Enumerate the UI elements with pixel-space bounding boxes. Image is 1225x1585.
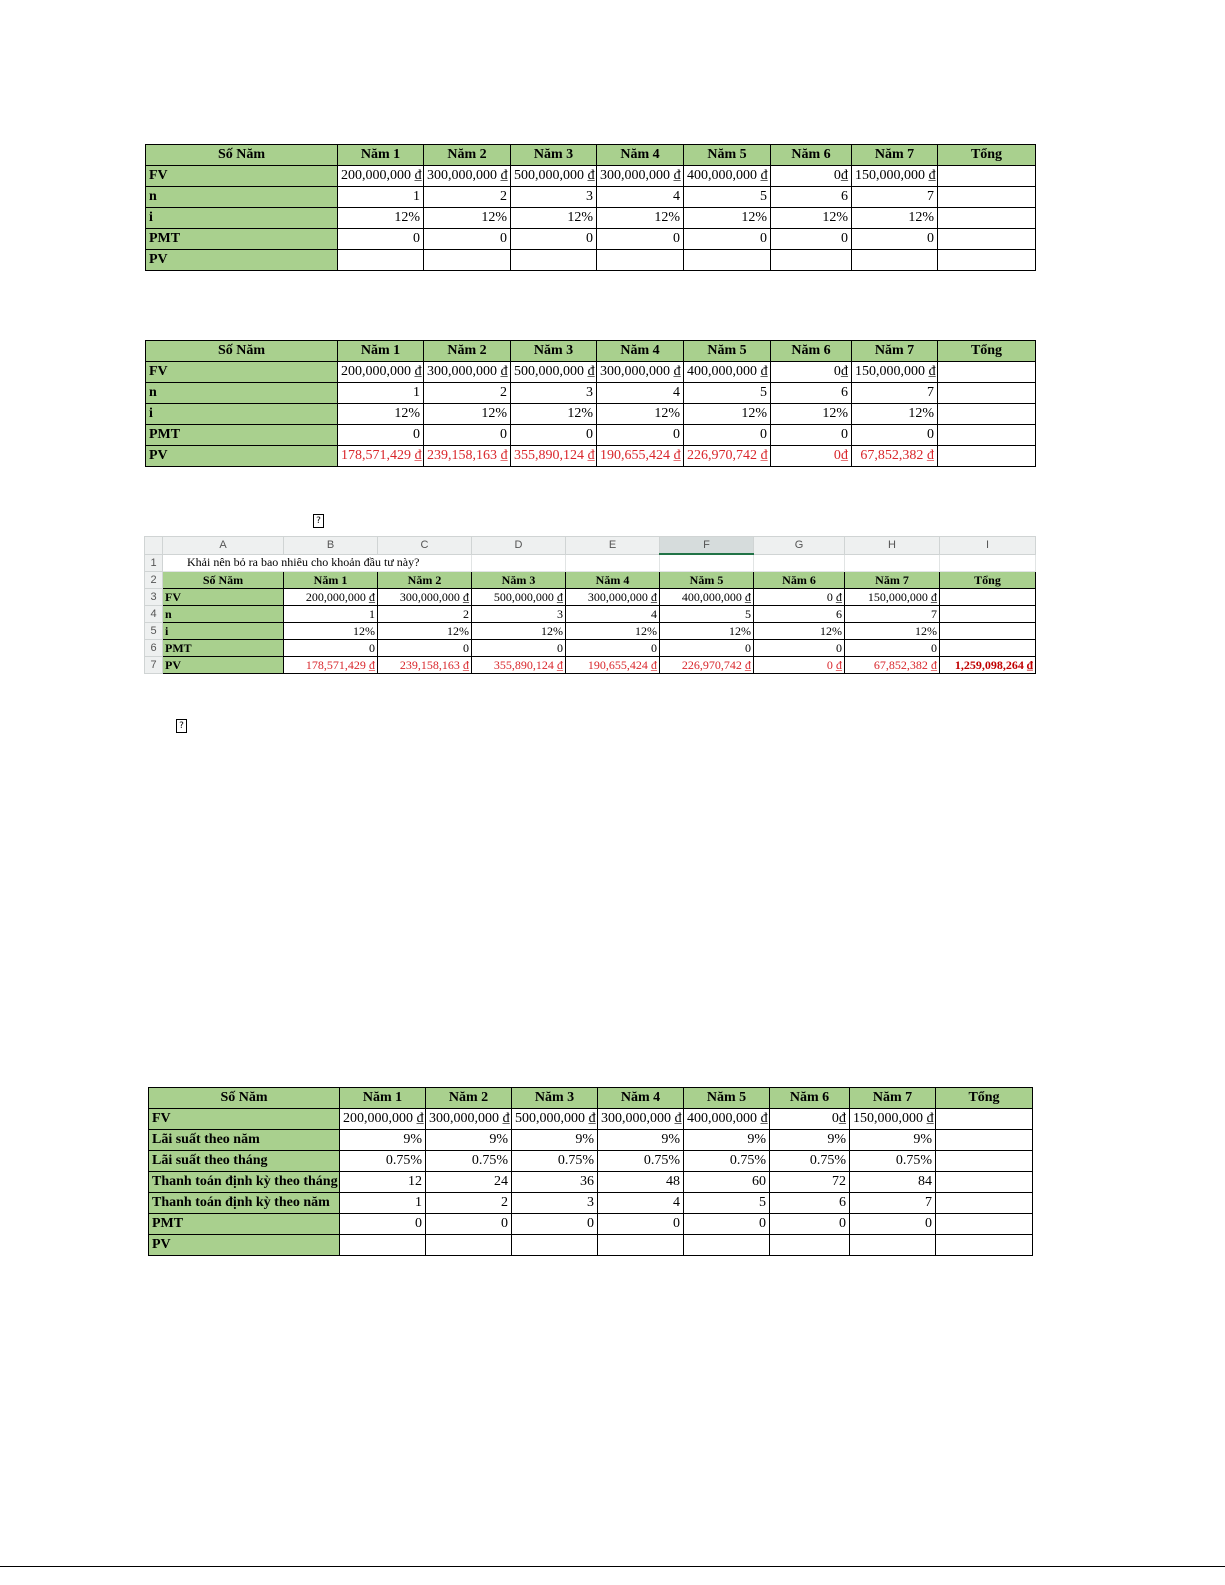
value-cell: 0 ₫	[754, 589, 845, 606]
value-cell: 200,000,000 ₫	[338, 166, 424, 187]
value-cell: 150,000,000 ₫	[852, 166, 938, 187]
monthly-rate-table	[148, 1087, 1033, 1256]
value-cell: 12%	[852, 404, 938, 425]
column-header-h[interactable]: H	[845, 537, 940, 555]
value-cell: 2	[378, 606, 472, 623]
value-cell: 0	[754, 640, 845, 657]
value-cell: 300,000,000 ₫	[597, 362, 684, 383]
row-header-label: Số Năm	[146, 341, 338, 362]
row-label: Thanh toán định kỳ theo năm	[149, 1193, 340, 1214]
value-cell: 12%	[511, 404, 597, 425]
row-number[interactable]: 4	[145, 606, 163, 623]
value-cell	[684, 250, 771, 271]
row-label: n	[163, 606, 284, 623]
table-row	[145, 623, 1036, 640]
value-cell: 67,852,382 ₫	[845, 657, 940, 674]
column-header: Năm 5	[660, 572, 754, 589]
column-header: Năm 3	[511, 341, 597, 362]
value-cell: 6	[754, 606, 845, 623]
value-cell: 0	[378, 640, 472, 657]
row-label: PV	[149, 1235, 340, 1256]
value-cell	[511, 250, 597, 271]
value-cell: 12%	[771, 208, 852, 229]
row-label: FV	[146, 166, 338, 187]
value-cell: 9%	[598, 1130, 684, 1151]
column-header: Năm 3	[512, 1088, 598, 1109]
column-header: Năm 7	[852, 145, 938, 166]
column-header: Năm 5	[684, 145, 771, 166]
total-cell	[938, 250, 1036, 271]
column-header: Năm 3	[511, 145, 597, 166]
column-header-g[interactable]: G	[754, 537, 845, 555]
value-cell: 24	[426, 1172, 512, 1193]
value-cell: 84	[850, 1172, 936, 1193]
value-cell: 4	[566, 606, 660, 623]
value-cell: 48	[598, 1172, 684, 1193]
value-cell: 400,000,000 ₫	[660, 589, 754, 606]
empty-cell	[472, 554, 566, 572]
row-number[interactable]: 3	[145, 589, 163, 606]
total-cell	[938, 362, 1036, 383]
value-cell: 0	[845, 640, 940, 657]
total-cell	[938, 166, 1036, 187]
value-cell: 12	[340, 1172, 426, 1193]
value-cell: 355,890,124 ₫	[472, 657, 566, 674]
table-row	[146, 383, 1036, 404]
value-cell: 0₫	[771, 446, 852, 467]
table-row	[149, 1235, 1033, 1256]
value-cell: 150,000,000 ₫	[845, 589, 940, 606]
value-cell: 60	[684, 1172, 770, 1193]
column-header-d[interactable]: D	[472, 537, 566, 555]
value-cell: 9%	[850, 1130, 936, 1151]
value-cell: 1	[340, 1193, 426, 1214]
row-label: n	[146, 383, 338, 404]
table-row	[145, 640, 1036, 657]
total-cell	[938, 383, 1036, 404]
value-cell: 3	[511, 383, 597, 404]
value-cell: 226,970,742 ₫	[684, 446, 771, 467]
column-header: Năm 5	[684, 1088, 770, 1109]
value-cell: 400,000,000 ₫	[684, 1109, 770, 1130]
value-cell: 300,000,000 ₫	[424, 362, 511, 383]
row-label: Thanh toán định kỳ theo tháng	[149, 1172, 340, 1193]
column-header: Năm 2	[424, 145, 511, 166]
question-text: Khải nên bỏ ra bao nhiêu cho khoản đầu tư này?	[163, 554, 472, 572]
value-cell: 0	[340, 1214, 426, 1235]
row-label: FV	[149, 1109, 340, 1130]
value-cell: 0	[512, 1214, 598, 1235]
column-header: Tổng	[938, 145, 1036, 166]
column-header: Năm 4	[597, 145, 684, 166]
value-cell	[338, 250, 424, 271]
value-cell: 3	[512, 1193, 598, 1214]
total-cell	[936, 1151, 1033, 1172]
table-row	[146, 208, 1036, 229]
column-header: Năm 4	[566, 572, 660, 589]
table-row	[145, 589, 1036, 606]
value-cell: 4	[597, 187, 684, 208]
total-cell	[938, 187, 1036, 208]
value-cell: 1	[284, 606, 378, 623]
value-cell: 0	[852, 425, 938, 446]
value-cell: 200,000,000 ₫	[340, 1109, 426, 1130]
value-cell: 12%	[597, 404, 684, 425]
value-cell: 0.75%	[684, 1151, 770, 1172]
value-cell: 0	[472, 640, 566, 657]
value-cell: 0 ₫	[754, 657, 845, 674]
value-cell: 5	[660, 606, 754, 623]
value-cell: 0	[598, 1214, 684, 1235]
row-label: n	[146, 187, 338, 208]
value-cell: 0	[511, 229, 597, 250]
column-header-a[interactable]: A	[163, 537, 284, 555]
total-cell	[938, 229, 1036, 250]
value-cell: 0	[771, 425, 852, 446]
value-cell: 0	[852, 229, 938, 250]
value-cell	[852, 250, 938, 271]
value-cell: 400,000,000 ₫	[684, 166, 771, 187]
column-header: Năm 1	[338, 341, 424, 362]
value-cell: 0	[684, 229, 771, 250]
total-cell: 1,259,098,264 ₫	[940, 657, 1036, 674]
value-cell: 150,000,000 ₫	[850, 1109, 936, 1130]
value-cell: 500,000,000 ₫	[511, 166, 597, 187]
value-cell: 1	[338, 383, 424, 404]
table-row	[146, 187, 1036, 208]
column-header: Năm 2	[426, 1088, 512, 1109]
total-cell	[936, 1172, 1033, 1193]
total-cell	[936, 1193, 1033, 1214]
value-cell: 12%	[684, 404, 771, 425]
row-number[interactable]: 5	[145, 623, 163, 640]
table-row	[146, 250, 1036, 271]
value-cell: 200,000,000 ₫	[284, 589, 378, 606]
column-header: Năm 7	[850, 1088, 936, 1109]
value-cell: 12%	[424, 404, 511, 425]
table-row	[146, 229, 1036, 250]
table-row	[149, 1214, 1033, 1235]
column-header: Năm 7	[845, 572, 940, 589]
value-cell: 178,571,429 ₫	[284, 657, 378, 674]
value-cell: 0.75%	[426, 1151, 512, 1172]
total-cell	[940, 640, 1036, 657]
value-cell: 0	[660, 640, 754, 657]
value-cell: 150,000,000 ₫	[852, 362, 938, 383]
spreadsheet-capture	[144, 536, 1036, 674]
value-cell: 0	[566, 640, 660, 657]
table-row	[145, 606, 1036, 623]
value-cell: 12%	[338, 404, 424, 425]
value-cell: 7	[852, 383, 938, 404]
value-cell: 500,000,000 ₫	[512, 1109, 598, 1130]
column-header: Năm 6	[770, 1088, 850, 1109]
value-cell: 0	[426, 1214, 512, 1235]
table-row	[149, 1172, 1033, 1193]
total-cell	[938, 404, 1036, 425]
row-label: PMT	[146, 425, 338, 446]
value-cell: 0	[424, 425, 511, 446]
column-header: Tổng	[940, 572, 1036, 589]
column-header-c[interactable]: C	[378, 537, 472, 555]
total-cell	[936, 1214, 1033, 1235]
value-cell: 400,000,000 ₫	[684, 362, 771, 383]
pv-result-table	[145, 340, 1036, 467]
value-cell: 7	[845, 606, 940, 623]
empty-cell	[660, 554, 754, 572]
row-number[interactable]: 7	[145, 657, 163, 674]
column-header: Năm 7	[852, 341, 938, 362]
value-cell: 500,000,000 ₫	[472, 589, 566, 606]
value-cell: 2	[424, 383, 511, 404]
row-label: PV	[146, 250, 338, 271]
row-label: FV	[163, 589, 284, 606]
total-cell	[938, 425, 1036, 446]
column-header: Tổng	[936, 1088, 1033, 1109]
value-cell: 3	[511, 187, 597, 208]
table-row	[146, 166, 1036, 187]
row-label: PMT	[146, 229, 338, 250]
empty-cell	[940, 554, 1036, 572]
value-cell: 300,000,000 ₫	[566, 589, 660, 606]
row-label: PV	[146, 446, 338, 467]
table-row	[149, 1130, 1033, 1151]
value-cell: 67,852,382 ₫	[852, 446, 938, 467]
missing-glyph-icon: ?	[176, 719, 187, 733]
value-cell: 0.75%	[850, 1151, 936, 1172]
total-cell	[940, 623, 1036, 640]
value-cell: 0	[771, 229, 852, 250]
total-cell	[940, 606, 1036, 623]
table-row	[146, 446, 1036, 467]
value-cell: 0.75%	[598, 1151, 684, 1172]
value-cell: 0	[597, 229, 684, 250]
value-cell: 9%	[684, 1130, 770, 1151]
value-cell: 3	[472, 606, 566, 623]
value-cell: 12%	[378, 623, 472, 640]
value-cell: 0₫	[771, 166, 852, 187]
column-header: Năm 5	[684, 341, 771, 362]
column-header: Năm 2	[424, 341, 511, 362]
value-cell: 6	[770, 1193, 850, 1214]
value-cell	[426, 1235, 512, 1256]
total-cell	[936, 1130, 1033, 1151]
value-cell: 355,890,124 ₫	[511, 446, 597, 467]
value-cell: 12%	[284, 623, 378, 640]
value-cell	[424, 250, 511, 271]
value-cell: 12%	[424, 208, 511, 229]
row-number[interactable]: 1	[145, 554, 163, 572]
value-cell	[850, 1235, 936, 1256]
row-header-label: Số Năm	[146, 145, 338, 166]
row-label: FV	[146, 362, 338, 383]
value-cell: 0	[284, 640, 378, 657]
row-header-label: Số Năm	[149, 1088, 340, 1109]
table-row	[146, 425, 1036, 446]
column-header: Năm 2	[378, 572, 472, 589]
value-cell: 300,000,000 ₫	[597, 166, 684, 187]
value-cell: 300,000,000 ₫	[426, 1109, 512, 1130]
value-cell: 9%	[426, 1130, 512, 1151]
value-cell: 0.75%	[340, 1151, 426, 1172]
value-cell: 12%	[754, 623, 845, 640]
value-cell: 12%	[845, 623, 940, 640]
column-header: Tổng	[938, 341, 1036, 362]
row-label: PMT	[163, 640, 284, 657]
row-label: Lãi suất theo tháng	[149, 1151, 340, 1172]
total-cell	[938, 208, 1036, 229]
total-cell	[936, 1235, 1033, 1256]
row-label: i	[163, 623, 284, 640]
total-cell	[936, 1109, 1033, 1130]
value-cell	[512, 1235, 598, 1256]
value-cell: 500,000,000 ₫	[511, 362, 597, 383]
value-cell	[597, 250, 684, 271]
empty-cell	[566, 554, 660, 572]
value-cell: 9%	[512, 1130, 598, 1151]
column-header-e[interactable]: E	[566, 537, 660, 555]
row-label: Lãi suất theo năm	[149, 1130, 340, 1151]
row-label: PV	[163, 657, 284, 674]
value-cell: 4	[597, 383, 684, 404]
value-cell: 239,158,163 ₫	[378, 657, 472, 674]
column-header: Năm 1	[284, 572, 378, 589]
value-cell: 190,655,424 ₫	[566, 657, 660, 674]
column-header: Năm 1	[338, 145, 424, 166]
column-header-f[interactable]: F	[660, 537, 754, 555]
value-cell: 200,000,000 ₫	[338, 362, 424, 383]
value-cell: 4	[598, 1193, 684, 1214]
value-cell: 7	[852, 187, 938, 208]
select-all-corner[interactable]	[145, 537, 163, 555]
row-label: PMT	[149, 1214, 340, 1235]
value-cell: 2	[426, 1193, 512, 1214]
row-label: i	[146, 404, 338, 425]
value-cell: 190,655,424 ₫	[597, 446, 684, 467]
empty-cell	[754, 554, 845, 572]
missing-glyph-icon: ?	[313, 514, 324, 528]
column-header: Năm 6	[754, 572, 845, 589]
value-cell: 12%	[338, 208, 424, 229]
value-cell: 0.75%	[512, 1151, 598, 1172]
value-cell: 12%	[472, 623, 566, 640]
value-cell: 0	[597, 425, 684, 446]
value-cell: 0.75%	[770, 1151, 850, 1172]
column-header: Năm 6	[771, 145, 852, 166]
table-row	[146, 362, 1036, 383]
value-cell: 5	[684, 187, 771, 208]
value-cell: 6	[771, 187, 852, 208]
value-cell: 2	[424, 187, 511, 208]
table-row	[149, 1193, 1033, 1214]
value-cell	[598, 1235, 684, 1256]
value-cell	[340, 1235, 426, 1256]
table-row	[145, 657, 1036, 674]
value-cell: 12%	[771, 404, 852, 425]
value-cell: 300,000,000 ₫	[424, 166, 511, 187]
value-cell: 12%	[566, 623, 660, 640]
value-cell: 0	[511, 425, 597, 446]
value-cell: 36	[512, 1172, 598, 1193]
value-cell: 239,158,163 ₫	[424, 446, 511, 467]
value-cell: 6	[771, 383, 852, 404]
column-header: Năm 1	[340, 1088, 426, 1109]
table-row	[149, 1151, 1033, 1172]
value-cell: 0₫	[770, 1109, 850, 1130]
value-cell: 7	[850, 1193, 936, 1214]
value-cell: 300,000,000 ₫	[598, 1109, 684, 1130]
value-cell: 9%	[770, 1130, 850, 1151]
value-cell: 300,000,000 ₫	[378, 589, 472, 606]
value-cell: 72	[770, 1172, 850, 1193]
value-cell: 0	[338, 229, 424, 250]
value-cell: 0₫	[771, 362, 852, 383]
table-row	[149, 1109, 1033, 1130]
page-bottom-rule	[0, 1566, 1225, 1567]
value-cell	[770, 1235, 850, 1256]
value-cell: 0	[424, 229, 511, 250]
table-row	[146, 404, 1036, 425]
value-cell	[684, 1235, 770, 1256]
total-cell	[940, 589, 1036, 606]
value-cell: 0	[338, 425, 424, 446]
value-cell: 5	[684, 383, 771, 404]
value-cell: 12%	[684, 208, 771, 229]
value-cell: 226,970,742 ₫	[660, 657, 754, 674]
value-cell: 0	[850, 1214, 936, 1235]
pv-input-table-1	[145, 144, 1036, 271]
value-cell: 1	[338, 187, 424, 208]
value-cell: 12%	[852, 208, 938, 229]
row-header-label: Số Năm	[163, 572, 284, 589]
total-cell	[938, 446, 1036, 467]
value-cell: 0	[684, 425, 771, 446]
column-header: Năm 3	[472, 572, 566, 589]
value-cell: 0	[684, 1214, 770, 1235]
value-cell: 12%	[660, 623, 754, 640]
value-cell: 178,571,429 ₫	[338, 446, 424, 467]
column-header: Năm 4	[597, 341, 684, 362]
value-cell: 12%	[597, 208, 684, 229]
column-header-i[interactable]: I	[940, 537, 1036, 555]
value-cell: 5	[684, 1193, 770, 1214]
column-header: Năm 6	[771, 341, 852, 362]
column-header: Năm 4	[598, 1088, 684, 1109]
row-label: i	[146, 208, 338, 229]
column-header-b[interactable]: B	[284, 537, 378, 555]
value-cell: 9%	[340, 1130, 426, 1151]
row-number[interactable]: 6	[145, 640, 163, 657]
value-cell: 0	[770, 1214, 850, 1235]
value-cell: 12%	[511, 208, 597, 229]
row-number[interactable]: 2	[145, 572, 163, 589]
empty-cell	[845, 554, 940, 572]
value-cell	[771, 250, 852, 271]
